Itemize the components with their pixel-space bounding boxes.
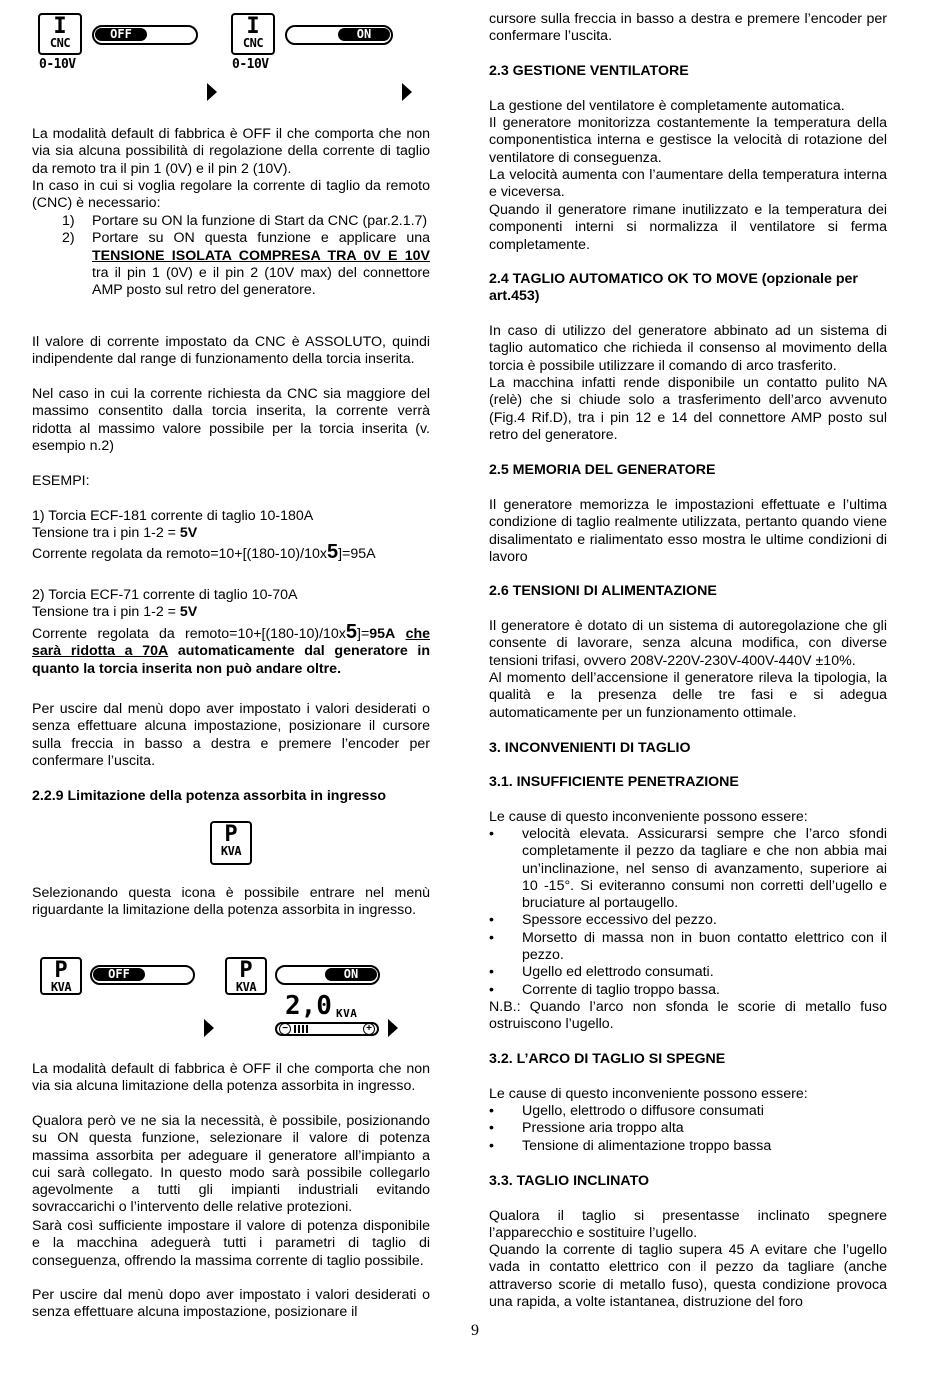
voltage-range-label: 0-10V (39, 57, 76, 72)
paragraph: Selezionando questa icona è possibile entrare nel menù riguardante la limitazione della potenza assorbita in ingresso. (32, 885, 430, 919)
list-item: • velocità elevata. Assicurarsi sempre che l’arco sfondi completamente il pezzo da tagliare e che non abbia mai un’inclinazione, nel senso di avanzamento, superiore ai 10 -15°. Si eviteranno consumi non corretti dell’ugello e bruciature al portaugello. (489, 826, 887, 912)
kva-off-display (40, 957, 196, 997)
power-unit: KVA (336, 1007, 358, 1020)
minus-icon: − (279, 1023, 291, 1035)
paragraph: La velocità aumenta con l’aumentare della temperatura interna e viceversa. (489, 167, 887, 201)
page-number: 9 (471, 1322, 479, 1339)
list-item: 2) Portare su ON questa funzione e applicare una TENSIONE ISOLATA COMPRESA TRA 0V E 10V tra il pin 1 (0V) e il pin 2 (10V max) del connettore AMP posto sul retro del generatore. (62, 230, 430, 299)
list-item: • Ugello ed elettrodo consumati. (489, 964, 714, 981)
example-2-voltage: Tensione tra i pin 1-2 = 5V (32, 604, 198, 620)
paragraph: Nel caso in cui la corrente richiesta da CNC sia maggiore del massimo consentito dalla torcia inserita, la corrente verrà ridotta al massimo valore possibile per la torcia inserita (v. esempio n.2) (32, 386, 430, 454)
section-heading: 2.2.9 Limitazione della potenza assorbita in ingresso (32, 788, 386, 804)
example-1-voltage: Tensione tra i pin 1-2 = 5V (32, 525, 198, 541)
plus-icon: + (363, 1023, 375, 1035)
paragraph: Qualora però ve ne sia la necessità, è possibile, posizionando su ON questa funzione, selezionare il valore di potenza massima assorbita per adeguare il generatore all’impianto a cui sarà collegato. In questo modo sarà possibile collegarlo agevolmente a tutti gli impianti industriali evitando sovraccarichi o l’intervento delle relative protezioni. (32, 1113, 430, 1216)
note: N.B.: Quando l’arco non sfonda le scorie di metallo fuso ostruiscono l’ugello. (489, 999, 887, 1033)
list-item: • Tensione di alimentazione troppo bassa (489, 1137, 772, 1154)
section-heading: 3. INCONVENIENTI DI TAGLIO (489, 740, 691, 756)
paragraph: Qualora il taglio si presentasse inclinato spegnere l’apparecchio e sostituire l’ugello. (489, 1208, 887, 1242)
paragraph: Il generatore memorizza le impostazioni effettuate e l’ultima condizione di taglio realmente utilizzata, pertanto quando viene disalimentato e rialimentato esso mostra le ultime condizioni di lavoro (489, 497, 887, 565)
toggle-switch (90, 965, 195, 985)
bullet-list (489, 826, 887, 999)
section-heading: 3.3. TAGLIO INCLINATO (489, 1173, 650, 1189)
toggle-switch (285, 25, 393, 45)
arrow-right-icon (402, 83, 412, 101)
paragraph: Sarà così sufficiente impostare il valore di potenza disponibile e la macchina adeguerà tutti i parametri di taglio di conseguenza, offrendo la massima corrente di taglio possibile. (32, 1218, 430, 1269)
paragraph: La macchina infatti rende disponibile un contatto pulito NA (relè) che si chiude solo a trasferimento dell’arco avvenuto (Fig.4 Rif.D), tra i pin 12 e 14 del connettore AMP posto sul retro del generatore. (489, 375, 887, 443)
numbered-list (32, 213, 430, 299)
cnc-icon: I CNC (38, 13, 82, 55)
paragraph: Per uscire dal menù dopo aver impostato i valori desiderati o senza effettuare alcuna impostazione, posizionare il cursore sulla freccia in basso a destra e premere l’encoder per confermare l’uscita. (32, 701, 430, 769)
power-slider (275, 1022, 379, 1036)
paragraph: Al momento dell’accensione il generatore rileva la tipologia, la qualità e la presenza delle tre fasi e si adegua automaticamente per un funzionamento ottimale. (489, 670, 887, 721)
list-item: 1) Portare su ON la funzione di Start da CNC (par.2.1.7) (62, 213, 428, 229)
paragraph: In caso di utilizzo del generatore abbinato ad un sistema di taglio automatico che richieda il consenso al movimento della torcia è possibile utilizzare il comando di arco trasferito. (489, 323, 887, 374)
cnc-off-display (38, 13, 198, 73)
arrow-right-icon (388, 1019, 398, 1037)
section-heading: 2.3 GESTIONE VENTILATORE (489, 63, 689, 79)
section-heading: 3.2. L’ARCO DI TAGLIO SI SPEGNE (489, 1051, 726, 1067)
section-heading: 2.4 TAGLIO AUTOMATICO OK TO MOVE (opzionale per art.453) (489, 271, 858, 305)
list-item: • Morsetto di massa non in buon contatto elettrico con il pezzo. (489, 929, 887, 964)
bullet-list (489, 1103, 887, 1155)
list-item: • Pressione aria troppo alta (489, 1120, 684, 1137)
toggle-state: OFF (95, 28, 147, 41)
paragraph: La modalità default di fabbrica è OFF il che comporta che non via sia alcuna possibilità di regolazione della corrente di taglio da remoto tra il pin 1 (0V) e il pin 2 (10V). (32, 126, 430, 177)
kva-icon: P KVA (40, 957, 82, 995)
paragraph: Le cause di questo inconveniente possono essere: (489, 809, 808, 825)
kva-icon: P KVA (210, 821, 252, 865)
paragraph: cursore sulla freccia in basso a destra e premere l’encoder per confermare l’uscita. (489, 11, 887, 45)
slider-level (294, 1025, 310, 1033)
paragraph: Quando il generatore rimane inutilizzato e la temperatura dei componenti interni si normalizza il ventilatore si ferma completamente. (489, 202, 887, 253)
warning-text: TENSIONE ISOLATA COMPRESA TRA 0V E 10V (92, 247, 430, 264)
cnc-icon: I CNC (231, 13, 275, 55)
section-heading: 3.1. INSUFFICIENTE PENETRAZIONE (489, 774, 739, 790)
toggle-switch (92, 25, 198, 45)
cnc-on-display (231, 13, 396, 73)
list-item: • Spessore eccessivo del pezzo. (489, 912, 717, 929)
toggle-state: OFF (93, 968, 145, 981)
example-1-current: Corrente regolata da remoto=10+[(180-10)/10x5]=95A (32, 541, 376, 563)
toggle-switch (275, 965, 380, 985)
paragraph: Per uscire dal menù dopo aver impostato i valori desiderati o senza effettuare alcuna impostazione, posizionare il (32, 1287, 430, 1321)
kva-on-display (225, 957, 385, 1043)
toggle-state: ON (325, 968, 377, 981)
list-item: • Corrente di taglio troppo bassa. (489, 981, 720, 998)
paragraph: Il generatore monitorizza costantemente la temperatura della componentistica interna e gestisce la velocità di rotazione del ventilatore di conseguenza. (489, 115, 887, 166)
example-2-current: Corrente regolata da remoto=10+[(180-10)/10x5]=95A che sarà ridotta a 70A automaticamente dal generatore in quanto la torcia inserita non può andare oltre. (32, 621, 431, 677)
paragraph: In caso in cui si voglia regolare la corrente di taglio da remoto (CNC) è necessario: (32, 178, 430, 212)
list-item: • Ugello, elettrodo o diffusore consumati (489, 1103, 764, 1119)
voltage-range-label: 0-10V (232, 57, 269, 72)
paragraph: La modalità default di fabbrica è OFF il che comporta che non via sia alcuna limitazione della potenza assorbita in ingresso. (32, 1061, 430, 1095)
paragraph: Il generatore è dotato di un sistema di autoregolazione che gli consente di lavorare, senza alcuna modifica, con diverse tensioni trifasi, ovvero 208V-220V-230V-400V-440V ±10%. (489, 618, 887, 669)
example-1-torch: 1) Torcia ECF-181 corrente di taglio 10-180A (32, 508, 314, 524)
paragraph: La gestione del ventilatore è completamente automatica. (489, 98, 845, 114)
paragraph: Quando la corrente di taglio supera 45 A evitare che l’ugello vada in contatto elettrico con il pezzo da tagliare (anche attraverso scorie di metallo fuso), questa condizione provoca una rapida, a volte istantanea, distruzione del foro (489, 1242, 887, 1310)
examples-label: ESEMPI: (32, 473, 90, 489)
arrow-right-icon (204, 1019, 214, 1037)
power-value: 2,0 (285, 991, 332, 1021)
toggle-state: ON (338, 28, 390, 41)
kva-icon: P KVA (225, 957, 267, 995)
section-heading: 2.5 MEMORIA DEL GENERATORE (489, 462, 716, 478)
paragraph: Il valore di corrente impostato da CNC è ASSOLUTO, quindi indipendente dal range di funzionamento della torcia inserita. (32, 334, 430, 368)
section-heading: 2.6 TENSIONI DI ALIMENTAZIONE (489, 583, 717, 599)
example-2-torch: 2) Torcia ECF-71 corrente di taglio 10-70A (32, 587, 298, 603)
paragraph: Le cause di questo inconveniente possono essere: (489, 1086, 808, 1102)
arrow-right-icon (207, 83, 217, 101)
